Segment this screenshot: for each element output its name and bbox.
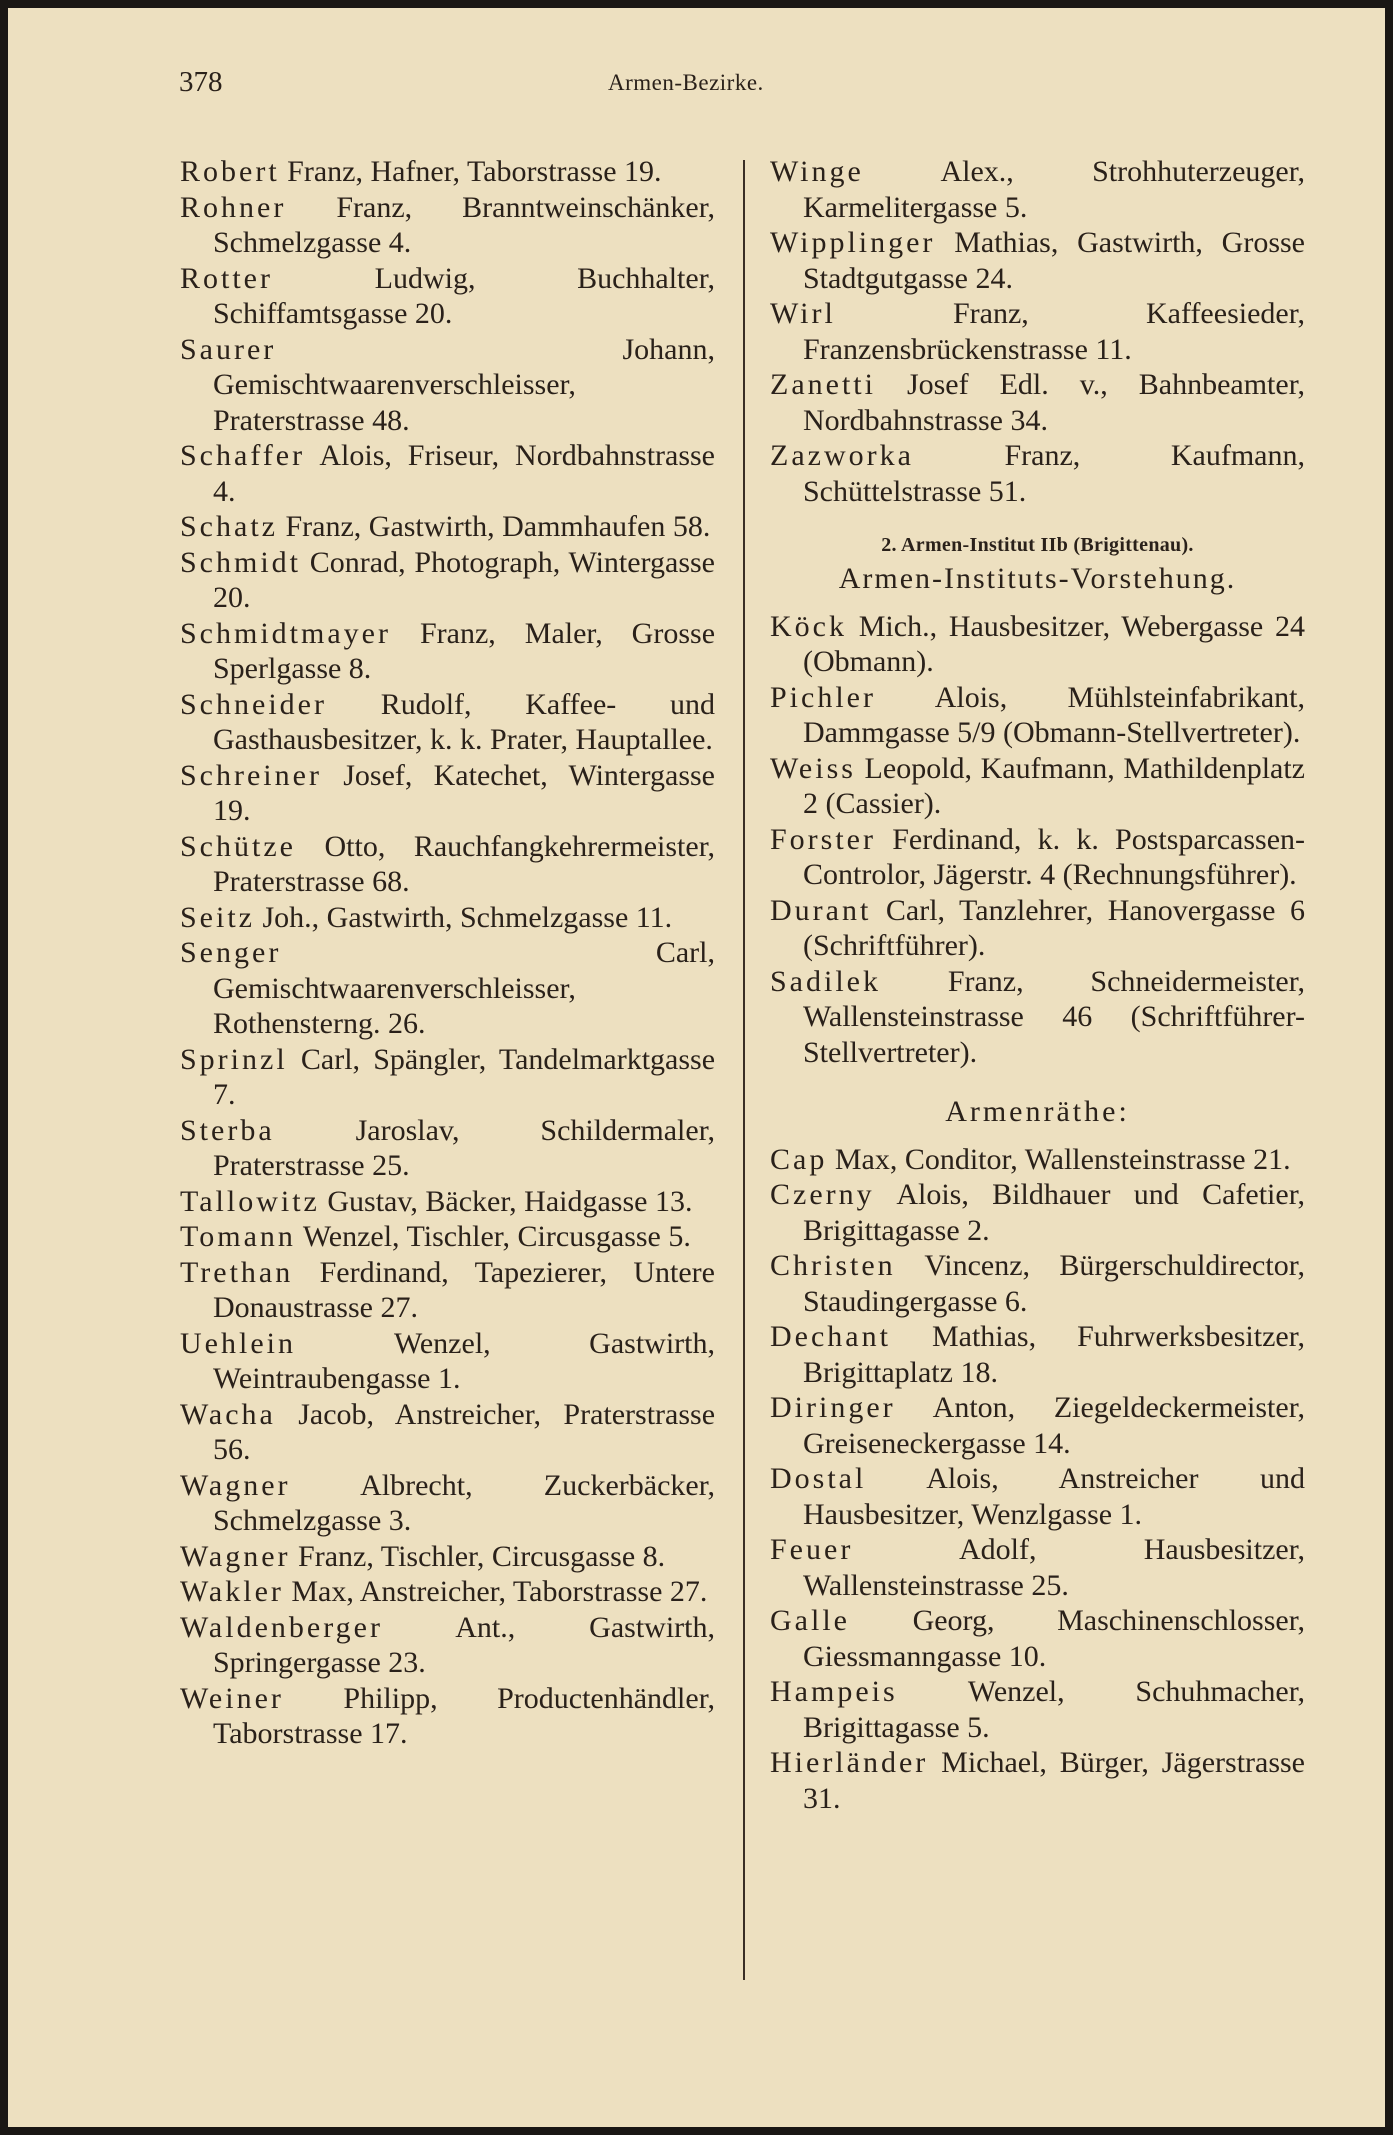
page-number: 378 <box>179 66 223 98</box>
right-entries-top <box>770 154 1305 509</box>
entry-name: Hierländer <box>770 1746 929 1779</box>
directory-entry <box>770 1177 1305 1248</box>
entry-name: Wipplinger <box>770 226 936 259</box>
entry-details: Franz, Tischler, Circusgasse 8. <box>298 1539 666 1573</box>
entry-details: Alois, Bildhauer und Cafetier, Brigittagasse 2. <box>803 1178 1305 1247</box>
directory-entry <box>770 225 1305 296</box>
entry-details: Carl, Tanzlehrer, Hanovergasse 6 (Schriftführer). <box>803 893 1305 962</box>
entry-details: Franz, Schneidermeister, Wallensteinstrasse 46 (Schriftführer-Stellvertreter). <box>803 964 1305 1069</box>
entry-details: Ferdinand, Tapezierer, Untere Donaustrasse 27. <box>213 1255 715 1324</box>
directory-entry <box>770 154 1305 225</box>
entry-name: Sterba <box>180 1113 275 1147</box>
entry-name: Uehlein <box>180 1326 296 1360</box>
entry-name: Christen <box>770 1249 896 1282</box>
entry-details: Otto, Rauchfangkehrermeister, Praterstrasse 68. <box>213 829 715 898</box>
entry-details: Franz, Kaffeesieder, Franzensbrückenstrasse 11. <box>803 297 1305 366</box>
entry-name: Seitz <box>180 900 255 934</box>
page-header <box>8 66 1385 106</box>
entry-name: Czerny <box>770 1178 875 1211</box>
section-heading: 2. Armen-Institut IIb (Brigittenau). <box>881 534 1194 556</box>
board-list <box>770 609 1305 1071</box>
entry-details: Max, Conditor, Wallensteinstrasse 21. <box>834 1142 1291 1176</box>
entry-details: Mich., Hausbesitzer, Webergasse 24 (Obmann). <box>803 609 1306 678</box>
directory-entry <box>180 1326 715 1397</box>
entry-name: Senger <box>180 936 282 969</box>
directory-entry <box>770 1745 1305 1816</box>
entry-details: Alois, Anstreicher und Hausbesitzer, Wenzlgasse 1. <box>803 1462 1305 1531</box>
entry-details: Albrecht, Zuckerbäcker, Schmelzgasse 3. <box>213 1468 715 1537</box>
councils-list <box>770 1142 1305 1817</box>
directory-entry <box>770 1319 1305 1390</box>
entry-details: Franz, Branntweinschänker, Schmelzgasse 4. <box>213 190 716 259</box>
entry-details: Max, Anstreicher, Taborstrasse 27. <box>291 1575 708 1608</box>
entry-details: Mathias, Gastwirth, Grosse Stadtgutgasse 24. <box>803 226 1305 295</box>
entry-name: Schütze <box>180 829 296 863</box>
entry-name: Tomann <box>180 1220 296 1253</box>
entry-name: Wagner <box>180 1468 291 1502</box>
entry-details: Wenzel, Schuhmacher, Brigittagasse 5. <box>803 1675 1305 1744</box>
directory-entry <box>770 438 1305 509</box>
councils-heading: Armenräthe: <box>945 1095 1130 1128</box>
entry-details: Ant., Gastwirth, Springergasse 23. <box>213 1610 715 1679</box>
entry-details: Joh., Gastwirth, Schmelzgasse 11. <box>262 900 673 934</box>
entry-details: Franz, Gastwirth, Dammhaufen 58. <box>285 510 711 543</box>
directory-entry <box>180 332 715 439</box>
entry-name: Schatz <box>180 510 278 543</box>
entry-details: Alex., Strohhuterzeuger, Karmelitergasse 5. <box>803 155 1305 224</box>
entry-details: Rudolf, Kaffee- und Gasthausbesitzer, k. k. Prater, Hauptallee. <box>213 687 715 756</box>
entry-name: Wirl <box>770 297 836 330</box>
entry-name: Wakler <box>180 1575 284 1608</box>
entry-name: Robert <box>180 155 280 188</box>
entry-name: Schaffer <box>180 439 306 472</box>
directory-entry <box>180 829 715 900</box>
directory-entry <box>180 509 715 545</box>
entry-details: Adolf, Hausbesitzer, Wallensteinstrasse 25. <box>803 1533 1305 1602</box>
entry-details: Alois, Mühlsteinfabrikant, Dammgasse 5/9 (Obmann-Stellvertreter). <box>803 680 1305 749</box>
entry-details: Carl, Spängler, Tandelmarktgasse 7. <box>213 1042 716 1111</box>
right-column <box>770 154 1305 1816</box>
entry-details: Georg, Maschinenschlosser, Giessmanngasse 10. <box>803 1604 1305 1673</box>
entry-details: Michael, Bürger, Jägerstrasse 31. <box>803 1746 1305 1815</box>
entry-name: Zanetti <box>770 368 876 401</box>
directory-entry <box>180 1574 715 1610</box>
directory-entry <box>770 609 1305 680</box>
entry-name: Trethan <box>180 1255 294 1289</box>
directory-entry <box>770 751 1305 822</box>
entry-details: Jacob, Anstreicher, Praterstrasse 56. <box>213 1397 716 1466</box>
left-column <box>180 154 715 1752</box>
entry-name: Köck <box>770 609 847 643</box>
directory-entry <box>180 545 715 616</box>
entry-name: Feuer <box>770 1533 854 1566</box>
entry-details: Alois, Friseur, Nordbahnstrasse 4. <box>213 439 715 508</box>
entry-details: Josef Edl. v., Bahnbeamter, Nordbahnstrasse 34. <box>803 368 1305 437</box>
entry-name: Saurer <box>180 332 277 366</box>
entry-name: Galle <box>770 1604 850 1637</box>
directory-entry <box>180 1219 715 1255</box>
directory-entry <box>770 1142 1305 1178</box>
entry-name: Diringer <box>770 1391 896 1424</box>
page <box>8 8 1385 2127</box>
entry-name: Schreiner <box>180 758 322 792</box>
entry-name: Rohner <box>180 190 287 224</box>
directory-entry <box>180 1468 715 1539</box>
entry-details: Anton, Ziegeldeckermeister, Greiseneckergasse 14. <box>803 1391 1305 1460</box>
entry-name: Wagner <box>180 1539 291 1573</box>
entry-details: Gustav, Bäcker, Haidgasse 13. <box>327 1184 693 1218</box>
entry-name: Sadilek <box>770 964 881 998</box>
directory-entry <box>770 367 1305 438</box>
entry-name: Cap <box>770 1142 828 1176</box>
entry-details: Jaroslav, Schildermaler, Praterstrasse 25. <box>213 1113 715 1182</box>
entry-details: Franz, Hafner, Taborstrasse 19. <box>287 155 662 188</box>
entry-details: Franz, Maler, Grosse Sperlgasse 8. <box>213 616 716 685</box>
entry-name: Schmidt <box>180 545 302 579</box>
entry-details: Ferdinand, k. k. Postsparcassen-Controlor, Jägerstr. 4 (Rechnungsführer). <box>803 822 1306 891</box>
directory-entry <box>770 822 1305 893</box>
directory-entry <box>770 1390 1305 1461</box>
entry-name: Waldenberger <box>180 1610 383 1644</box>
entry-details: Wenzel, Gastwirth, Weintraubengasse 1. <box>213 1326 715 1395</box>
entry-name: Dostal <box>770 1462 867 1495</box>
entry-details: Vincenz, Bürgerschuldirector, Staudingergasse 6. <box>803 1249 1305 1318</box>
column-divider <box>743 160 745 1980</box>
directory-entry <box>180 758 715 829</box>
directory-entry <box>180 190 715 261</box>
entry-name: Dechant <box>770 1320 891 1353</box>
directory-entry <box>770 296 1305 367</box>
entry-name: Wacha <box>180 1397 276 1431</box>
directory-entry <box>180 616 715 687</box>
directory-entry <box>770 1603 1305 1674</box>
directory-entry <box>180 1255 715 1326</box>
entry-details: Josef, Katechet, Wintergasse 19. <box>213 758 715 827</box>
directory-entry <box>180 1610 715 1681</box>
entry-name: Durant <box>770 893 872 927</box>
directory-entry <box>770 1248 1305 1319</box>
entry-name: Weiss <box>770 751 856 785</box>
entry-name: Winge <box>770 155 864 188</box>
directory-entry <box>770 964 1305 1071</box>
entry-name: Hampeis <box>770 1675 898 1708</box>
entry-details: Philipp, Productenhändler, Taborstrasse 17. <box>213 1681 715 1750</box>
entry-details: Leopold, Kaufmann, Mathildenplatz 2 (Cassier). <box>803 751 1305 820</box>
directory-entry <box>770 1674 1305 1745</box>
directory-entry <box>180 900 715 936</box>
entry-name: Forster <box>770 822 876 856</box>
entry-details: Conrad, Photograph, Wintergasse 20. <box>213 545 715 614</box>
entry-details: Wenzel, Tischler, Circusgasse 5. <box>302 1220 691 1253</box>
entry-details: Johann, Gemischtwaarenverschleisser, Praterstrasse 48. <box>213 332 715 437</box>
subheading: Armen-Instituts-Vorstehung. <box>838 562 1237 595</box>
directory-entry <box>180 1539 715 1575</box>
directory-entry <box>180 1184 715 1220</box>
entry-name: Pichler <box>770 680 876 714</box>
entry-name: Tallowitz <box>180 1184 320 1218</box>
entry-name: Zazworka <box>770 439 914 472</box>
entry-name: Schmidtmayer <box>180 616 391 650</box>
directory-entry <box>180 1042 715 1113</box>
directory-entry <box>180 687 715 758</box>
entry-name: Sprinzl <box>180 1042 288 1076</box>
directory-entry <box>770 893 1305 964</box>
directory-entry <box>180 1681 715 1752</box>
directory-entry <box>770 1461 1305 1532</box>
entry-name: Weiner <box>180 1681 284 1715</box>
directory-entry <box>770 680 1305 751</box>
directory-entry <box>180 935 715 1042</box>
entry-details: Franz, Kaufmann, Schüttelstrasse 51. <box>803 439 1305 508</box>
entry-name: Schneider <box>180 687 327 721</box>
directory-entry <box>180 261 715 332</box>
directory-entry <box>180 438 715 509</box>
running-head: Armen-Bezirke. <box>608 70 764 95</box>
directory-entry <box>770 1532 1305 1603</box>
directory-entry <box>180 1113 715 1184</box>
entry-name: Rotter <box>180 261 273 295</box>
directory-entry <box>180 154 715 190</box>
entry-details: Ludwig, Buchhalter, Schiffamtsgasse 20. <box>213 261 715 330</box>
directory-entry <box>180 1397 715 1468</box>
entry-details: Mathias, Fuhrwerksbesitzer, Brigittaplatz 18. <box>803 1320 1305 1389</box>
entry-details: Carl, Gemischtwaarenverschleisser, Rothensterng. 26. <box>213 936 715 1040</box>
